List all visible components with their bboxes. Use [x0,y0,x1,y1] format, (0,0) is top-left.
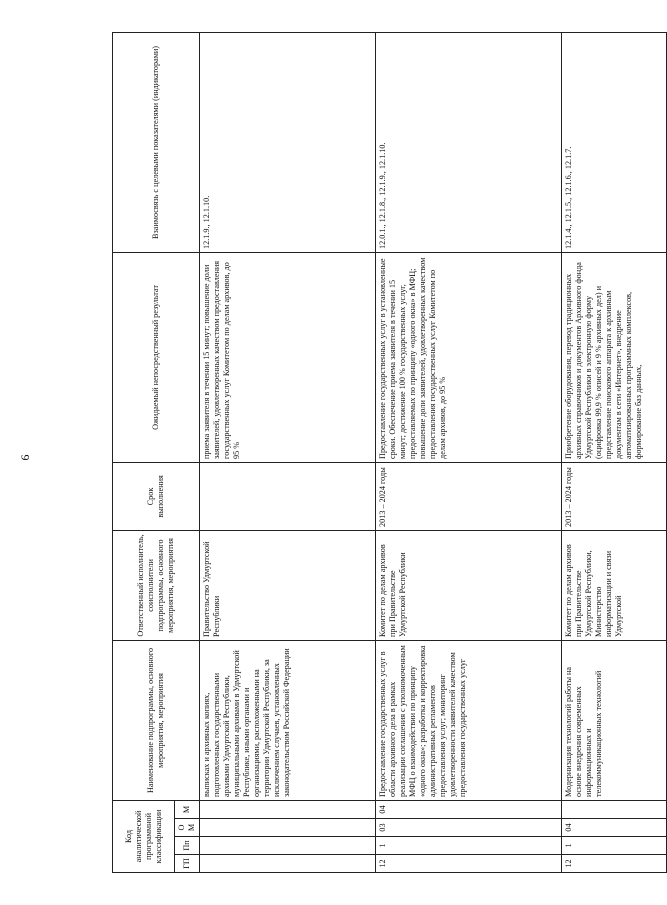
m-cell [561,800,666,818]
pp-cell: 1 [375,837,561,855]
term-header: Срок выполнения [113,462,200,530]
om-cell [200,819,376,837]
relation-header: Взаимосвязь с целевыми показателями (индикаторами) [113,32,200,252]
pp-header: Пп [175,837,200,855]
term-cell: 2013 – 2024 годы [375,462,561,530]
responsible-cell: Правительство Удмуртской Республики [200,530,376,640]
table-row [200,32,376,872]
result-cell: Предоставление государственных услуг в установленные сроки. Обеспечение приема заявителя в течении 15 минут; достижение 100 % государственных услуг, предоставляемых по принципу «одного окна» в МФЦ; повышение доли заявителей, удовлетворенных качеством предоставления государственных услуг Комитетом по делам архивов, до 95 % [375,252,561,462]
gp-cell: 12 [561,855,666,873]
table-sheet [112,33,667,873]
om-cell: 04 [561,819,666,837]
rotated-table-wrapper [112,33,667,873]
table-row [561,32,666,872]
code-group-header: Код аналитической программной классификации [113,800,175,872]
gp-cell: 12 [375,855,561,873]
term-cell [200,462,376,530]
relation-cell: 12.0.1., 12.1.8., 12.1.9., 12.1.10. [375,32,561,252]
table-row [375,32,561,872]
m-cell [200,800,376,818]
gp-header: ГП [175,855,200,873]
result-cell: приема заявителя в течении 15 минут; повышение доли заявителей, удовлетворенных качеством предоставления государственных услуг Комитетом по делам архивов, до 95 % [200,252,376,462]
m-cell: 04 [375,800,561,818]
result-cell: Приобретение оборудования, перевод традиционных архивных справочников и документов Архивного фонда Удмуртской Республики в электронную форму (оцифровка 99,9 % описей и 9 % архивных дел) и представление поискового аппарата к архивным документам в сети «Интернет», внедрение автоматизированных программных комплексов, формирование баз данных, [561,252,666,462]
term-cell: 2013 – 2024 годы [561,462,666,530]
program-table [112,32,667,873]
om-header: ОМ [175,819,200,837]
om-cell: 03 [375,819,561,837]
pp-cell [200,837,376,855]
result-header: Ожидаемый непосредственный результат [113,252,200,462]
name-cell: Предоставление государственных услуг в области архивного дела в рамках реализации соглашения с уполномоченным МФЦ о взаимодействии по принципу «одного окна»; разработка и корректировка административных регламентов предоставления услуг; мониторинг удовлетворенности заявителей качеством предоставления государственных услуг [375,640,561,800]
pp-cell: 1 [561,837,666,855]
responsible-cell: Комитет по делам архивов при Правительстве Удмуртской Республики [375,530,561,640]
relation-cell: 12.1.9., 12.1.10. [200,32,376,252]
page-number: 9 [18,454,33,461]
relation-cell: 12.1.4., 12.1.5., 12.1.6., 12.1.7. [561,32,666,252]
name-cell: Модернизация технологий работы на основе внедрения современных информационных и телекоммуникационных технологий [561,640,666,800]
name-header: Наименование подпрограммы, основного мероприятия, мероприятия [113,640,200,800]
m-header: М [175,800,200,818]
responsible-header: Ответственный исполнитель, соисполнители подпрограммы, основного мероприятия, мероприятия [113,530,200,640]
responsible-cell: Комитет по делам архивов при Правительстве Удмуртской Республики, Министерство информатизации и связи Удмуртской [561,530,666,640]
gp-cell [200,855,376,873]
name-cell: выписках и архивных копиях, подготовленных государственными архивами Удмуртской Республики, муниципальными архивами в Удмуртской Республике, иными органами и организациями, расположенными на территории Удмуртской Республики, за исключением случаев, установленных законодательством Российской Федерации [200,640,376,800]
